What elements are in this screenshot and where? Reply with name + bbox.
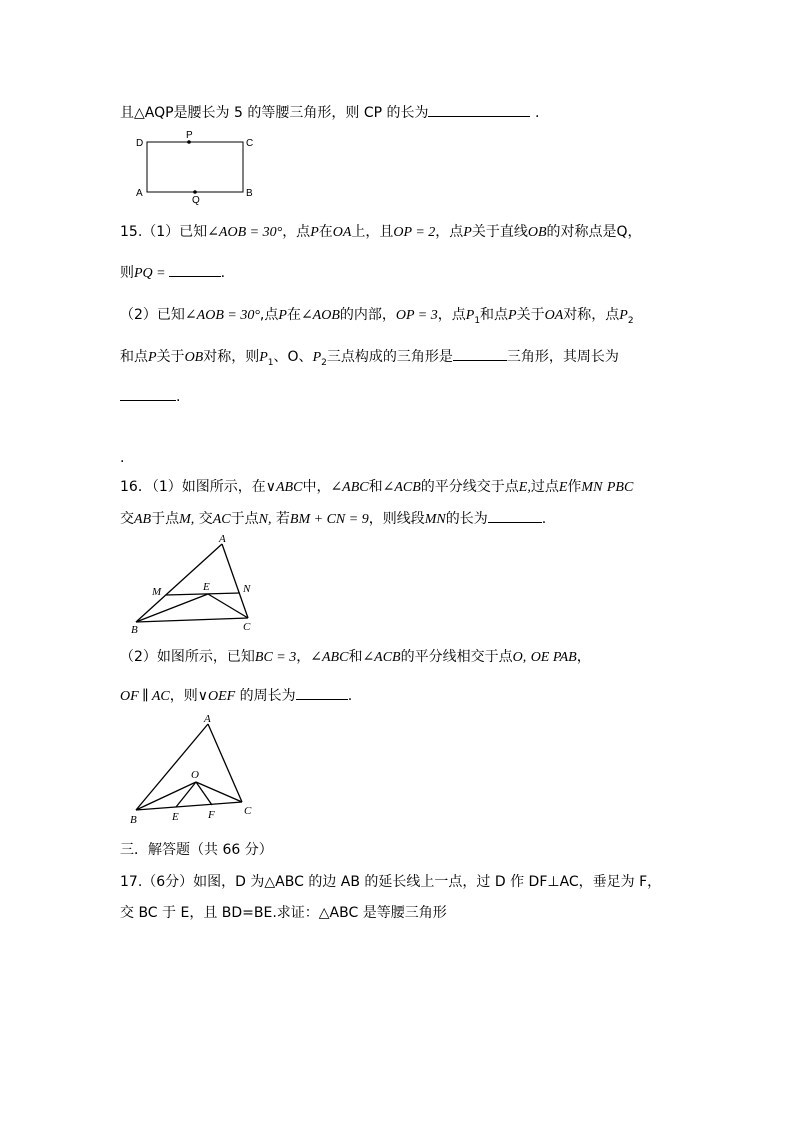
label-D: D bbox=[136, 138, 144, 149]
q16-part2-line1: （2）如图所示，已知BC = 3，∠ABC和∠ACB的平分线相交于点O, OE PAB， bbox=[120, 649, 591, 665]
triangle-figure-2 bbox=[128, 712, 268, 827]
section-title: 三．解答题（共 66 分） bbox=[120, 842, 273, 858]
q15-part2-line3: . bbox=[120, 386, 180, 407]
label-C: C bbox=[243, 621, 251, 633]
label-E: E bbox=[203, 581, 210, 593]
q15-part2-line1: （2）已知∠AOB = 30°,点P在∠AOB的内部，OP = 3，点$P_1$和点P关于OA对称，点$P_2$ bbox=[120, 307, 634, 326]
rectangle-figure bbox=[130, 128, 260, 208]
triangle-figure-1 bbox=[128, 532, 268, 637]
label-N: N bbox=[243, 583, 251, 595]
label-Q: Q bbox=[192, 195, 200, 206]
label-B: B bbox=[246, 188, 253, 199]
label-A: A bbox=[219, 533, 226, 545]
answer-blank[interactable] bbox=[488, 508, 542, 523]
q14-text: 且△AQP是腰长为 5 的等腰三角形，则 CP 的长为 . bbox=[120, 102, 539, 123]
label-M: M bbox=[152, 586, 162, 598]
q15-part1-line2: 则PQ = . bbox=[120, 262, 225, 284]
q15-part1-line1: 15.（1）已知∠AOB = 30°，点P在OA上，且OP = 2，点P关于直线OB的对称点是Q， bbox=[120, 224, 642, 240]
label-F: F bbox=[208, 809, 215, 821]
answer-blank[interactable] bbox=[296, 685, 348, 700]
label-P: P bbox=[186, 130, 193, 141]
q15-part2-line2: 和点P关于OB对称，则$P_1$、O、$P_2$三点构成的三角形是 三角形，其周长为 bbox=[120, 346, 619, 373]
label-B: B bbox=[131, 624, 138, 636]
q16-part1-line2: 交AB于点M, 交AC于点N, 若BM + CN = 9，则线段MN的长为 . bbox=[120, 508, 546, 530]
label-E: E bbox=[172, 811, 179, 823]
label-O: O bbox=[191, 769, 199, 781]
label-C: C bbox=[246, 138, 254, 149]
answer-blank[interactable] bbox=[120, 386, 176, 401]
answer-blank[interactable] bbox=[453, 346, 507, 361]
label-B: B bbox=[130, 814, 137, 826]
label-A: A bbox=[204, 713, 211, 725]
answer-blank[interactable] bbox=[169, 262, 221, 277]
q17-line2: 交 BC 于 E，且 BD=BE.求证：△ABC 是等腰三角形 bbox=[120, 905, 447, 921]
answer-blank[interactable] bbox=[428, 102, 530, 117]
q17-line1: 17.（6分）如图，D 为△ABC 的边 AB 的延长线上一点，过 D 作 DF⊥AC，垂足为 F， bbox=[120, 874, 662, 890]
label-A: A bbox=[136, 188, 143, 199]
q16-part1-line1: 16．（1）如图所示，在∨ABC中，∠ABC和∠ACB的平分线交于点E,过点E作MN PBC bbox=[120, 479, 634, 495]
label-C: C bbox=[244, 805, 252, 817]
q15-dot: . bbox=[120, 450, 125, 466]
q16-part2-line2: OF ∥ AC，则∨OEF 的周长为 . bbox=[120, 685, 352, 707]
